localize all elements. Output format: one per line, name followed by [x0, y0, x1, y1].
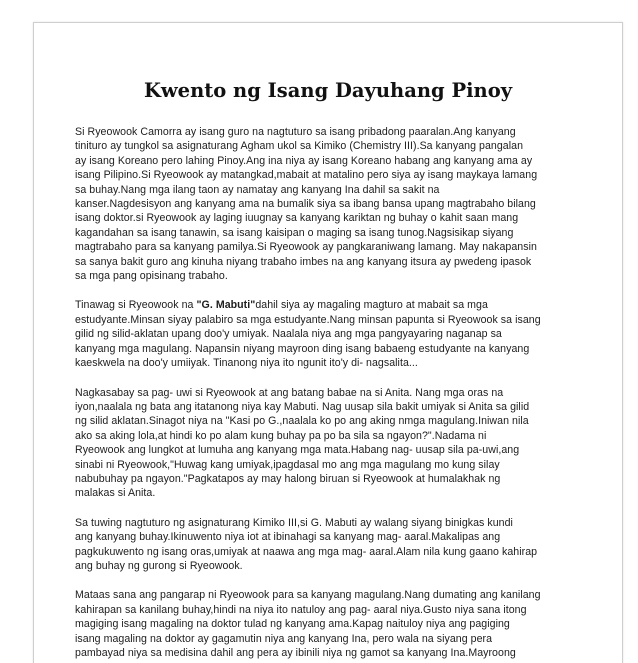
text-line: kahirapan sa kanilang buhay,hindi na niya ito natuloy ang pag- aaral niya.Gusto niya sana itong — [75, 603, 527, 616]
text-line: Sa tuwing nagtuturo ng asignaturang Kimiko III,si G. Mabuti ay walang siyang binigkas kundi — [75, 516, 513, 529]
text-line: Si Ryeowook Camorra ay isang guro na nagtuturo sa isang pribadong paaralan.Ang kanyang — [75, 126, 516, 138]
text-line: tinituro ay tungkol sa asignaturang Agham ukol sa Kimiko (Chemistry III).Sa kanyang pangalan — [75, 140, 524, 153]
text-line: sa sanya bakit guro ang kinuha niyang trabaho imbes na ang kanyang itsura ay pwedeng ipasok — [75, 255, 532, 268]
text-line: Nagkasabay sa pag- uwi si Ryeowook at ang batang babae na si Anita. Nang mga oras na — [75, 386, 504, 399]
text-line: isang magaling na doktor ay gagamutin niya ang kanyang Ina, pero wala na siyang pera — [75, 632, 493, 645]
text-line: kanyang mga magulang. Napansin niyang mayroon ding isang babaeng estudyante na kanyang — [75, 342, 530, 355]
text-line: Mataas sana ang pangarap ni Ryeowook para sa kanyang magulang.Nang dumating ang kanilang — [75, 589, 541, 602]
text-line: sa buhay.Nang mga ilang taon ay namatay ang kanyang Ina dahil sa sakit na — [75, 183, 440, 196]
text-line: sinabi ni Ryeowook,"Huwag kang umiyak,ipagdasal mo ang mga magulang mo kung silay — [75, 458, 500, 471]
text-line: magtrabaho para sa kanyang pamilya.Si Ryeowook ay pangkaraniwang lamang. May nakapansin — [75, 241, 537, 254]
paragraph-1 — [75, 125, 585, 283]
paragraph-4 — [75, 516, 585, 574]
text-line — [75, 298, 585, 312]
text-line: ako sa aking lola,at hindi ko po alam kung buhay pa po ba sila sa ngayon?".Nadama ni — [75, 429, 487, 442]
text-line: pagkukuwento ng isang oras,umiyak at naawa ang mga mag- aaral.Alam nila kung gaano kahirap — [75, 545, 538, 558]
text-line: ay isang Koreano pero lahing Pinoy.Ang ina niya ay isang Koreano habang ang kanyang ama ay — [75, 154, 533, 167]
document-body — [75, 125, 585, 663]
text-line: ng silid aklatan.Sinagot niya na "Kasi po G.,naalala ko po ang aking nmga magulang.Iniwan nila — [75, 415, 529, 428]
text-line: Ryeowook ang lungkot at lumuha ang kanyang mga mata.Habang nag- uusap sila pa-uwi,ang — [75, 444, 520, 457]
text-line: iyon,naalala ng bata ang itatanong niya kay Mabuti. Nag uusap sila bakit umiyak si Anita sa gilid — [75, 400, 530, 413]
text-line: kaeskwela na doo'y umiiyak. Tinanong niya ito ngunit ito'y di- nagsalita... — [75, 357, 418, 370]
text-line: ang buhay ng gurong si Ryeowook. — [75, 559, 243, 572]
paragraph-2 — [75, 298, 585, 370]
text-line: malakas si Anita. — [75, 487, 156, 500]
text-line: ang kanyang buhay.Ikinuwento niya iot at ibinahagi sa kanyang mag- aaral.Makalipas ang — [75, 531, 501, 544]
paragraph-5 — [75, 588, 585, 660]
text-line: isang doktor.si Ryeowook ay laging iuugnay sa kanyang kariktan ng buhay o kahit saan mang — [75, 212, 519, 225]
text-line: sa mga pang opisinang trabaho. — [75, 270, 228, 283]
document-page — [33, 22, 623, 663]
text-line: isang Pilipino.Si Ryeowook ay matangkad,mabait at matalino pero siya ay isang maykaya lamang — [75, 169, 538, 182]
text-line: magiging isang magaling na doktor tulad ng kanyang ama.Kapag naituloy niya ang pagiging — [75, 618, 510, 631]
text-line: nabubuhay pa ngayon."Pagkatapos ay may halong biruan si Ryeowook at humalakhak ng — [75, 472, 501, 485]
paragraph-3 — [75, 386, 585, 501]
text-line: gilid ng silid-aklatan upang doo'y umiyak. Naalala niya ang mga pangyayaring naganap sa — [75, 328, 502, 341]
text-line: estudyante.Minsan siyay palabiro sa mga estudyante.Nang minsan papunta si Ryeowook sa isang — [75, 313, 541, 326]
document-title: Kwento ng Isang Dayuhang Pinoy — [143, 79, 513, 102]
text-segment: Tinawag si Ryeowook na — [75, 299, 197, 312]
text-line: kanser.Nagdesisyon ang kanyang ama na bumalik siya sa ibang bansa upang magtrabaho bilang — [75, 198, 536, 211]
text-line: pambayad niya sa medisina dahil ang pera ay ibinili niya ng gamot sa kanyang Ina.Mayroong — [75, 647, 516, 659]
text-segment: dahil siya ay magaling magturo at mabait sa mga — [255, 299, 488, 312]
text-line: kagandahan sa isang tanawin, sa isang kaisipan o maging sa isang tunog.Nagsisikap siyang — [75, 226, 514, 239]
nickname-highlight: "G. Mabuti" — [196, 299, 256, 312]
